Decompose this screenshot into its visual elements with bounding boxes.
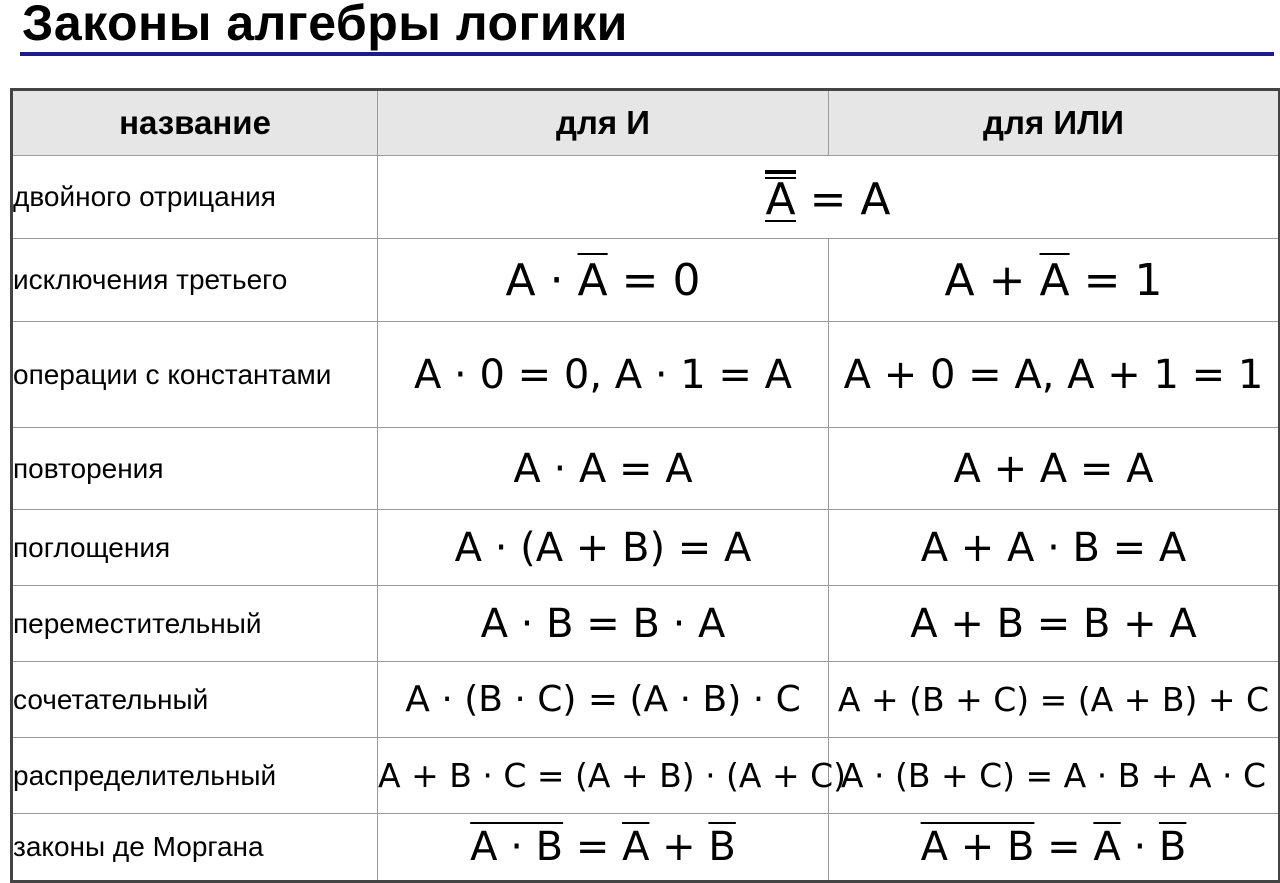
header-row [12, 90, 1280, 156]
table-row [12, 322, 1280, 428]
law-name: операции с константами [12, 322, 378, 428]
law-name: переместительный [12, 586, 378, 662]
table-row [12, 738, 1280, 814]
title-underline [20, 52, 1274, 56]
formula-or: A + (B + C) = (A + B) + C [829, 662, 1280, 738]
double-negation-formula: A = A [765, 174, 890, 225]
law-name: повторения [12, 428, 378, 510]
formula-or: A + A · B = A [829, 510, 1280, 586]
formula-and: A · A = A [378, 428, 829, 510]
law-name: законы де Моргана [12, 814, 378, 882]
header-and: для И [378, 90, 829, 156]
formula-or: A · (B + C) = A · B + A · C [829, 738, 1280, 814]
table-row [12, 239, 1280, 322]
table-row [12, 156, 1280, 239]
table-row [12, 510, 1280, 586]
law-name: двойного отрицания [12, 156, 378, 239]
formula-or: $A + \overline{A} = 1$ [829, 239, 1280, 322]
table-row [12, 586, 1280, 662]
header-or: для ИЛИ [829, 90, 1280, 156]
formula-or: A + A = A [829, 428, 1280, 510]
formula-and: $A \cdot B = \overline{A} + \overline{B}$ [378, 814, 829, 882]
table-row [12, 662, 1280, 738]
formula-and: A · (A + B) = A [378, 510, 829, 586]
page-title: Законы алгебры логики [22, 0, 628, 51]
formula-merged [378, 156, 1280, 239]
law-name: поглощения [12, 510, 378, 586]
law-name: распределительный [12, 738, 378, 814]
formula-or: A + B = B + A [829, 586, 1280, 662]
formula-and: A · 0 = 0, A · 1 = A [378, 322, 829, 428]
laws-table [10, 88, 1280, 883]
formula-and: A + B · C = (A + B) · (A + C) [378, 738, 829, 814]
formula-and: A · B = B · A [378, 586, 829, 662]
formula-and: A · (B · C) = (A · B) · C [378, 662, 829, 738]
law-name: сочетательный [12, 662, 378, 738]
law-name: исключения третьего [12, 239, 378, 322]
header-name: название [12, 90, 378, 156]
formula-or: A + 0 = A, A + 1 = 1 [829, 322, 1280, 428]
table-row [12, 428, 1280, 510]
formula-or: $A + B = \overline{A} \cdot \overline{B}$ [829, 814, 1280, 882]
table-row [12, 814, 1280, 882]
formula-and: $A \cdot \overline{A} = 0$ [378, 239, 829, 322]
